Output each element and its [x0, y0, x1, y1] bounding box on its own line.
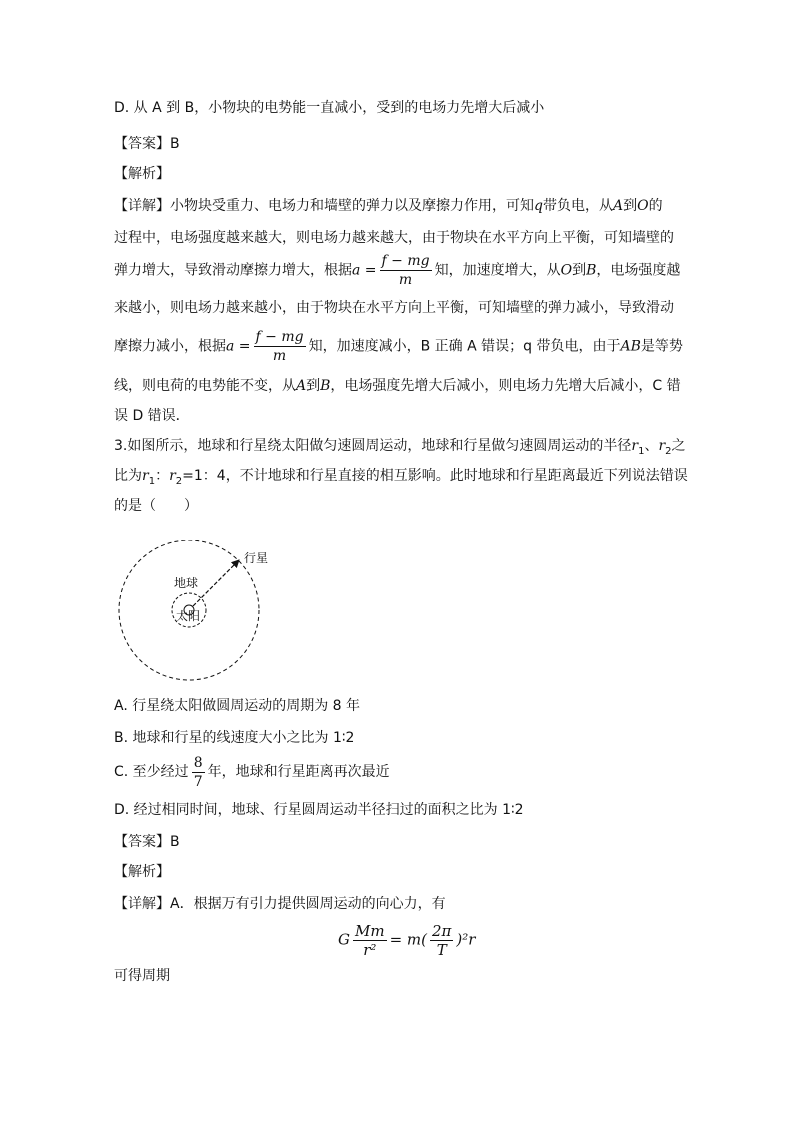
formula-fraction-2 [430, 922, 453, 959]
sun-label: 太阳 [176, 609, 201, 623]
text-run: 线，则电荷的电势能不变，从 [114, 378, 296, 394]
option-a: A. 行星绕太阳做圆周运动的周期为 8 年 [114, 698, 361, 714]
var-r: r [142, 468, 149, 484]
var-AB: AB [620, 338, 641, 355]
q3-stem-line-2 [114, 466, 688, 492]
answer-line-2 [114, 832, 180, 852]
planet-label: 行星 [244, 551, 269, 565]
fraction-numerator: f − mg [381, 253, 430, 269]
var-B: B [586, 262, 597, 279]
answer-line-1 [114, 134, 180, 154]
var-O: O [560, 262, 573, 279]
option-d-previous: D. 从 A 到 B，小物块的电势能一直减小，受到的电场力先增大后减小 [114, 100, 545, 116]
fraction-numerator: 8 [193, 754, 203, 771]
formula-tail: )²r [456, 930, 476, 949]
orbit-diagram [114, 540, 284, 690]
text-run: 到 [623, 198, 638, 214]
fraction-denominator: m [272, 348, 287, 364]
var-r: r [658, 438, 666, 454]
earth-label: 地球 [174, 576, 199, 590]
var-A: A [612, 198, 624, 214]
analysis-label-2: 【解析】 [114, 864, 170, 880]
text-run: 知，加速度增大，从 [434, 262, 561, 279]
var-r: r [631, 438, 639, 454]
option-d: D. 经过相同时间，地球、行星圆周运动半径扫过的面积之比为 1∶2 [114, 802, 524, 818]
text-run: 弹力增大，导致滑动摩擦力增大，根据 [114, 262, 352, 279]
accel-fraction [380, 252, 432, 289]
formula-eq: = m( [389, 930, 427, 949]
text-run: A．根据万有引力提供圆周运动的向心力，有 [170, 896, 446, 912]
text-run: ： [155, 468, 170, 484]
fraction-denominator: 7 [193, 773, 203, 790]
text-run: ，电场强度越 [596, 262, 681, 279]
text-run: 3.如图所示，地球和行星绕太阳做匀速圆周运动，地球和行星做匀速圆周运动的半径 [114, 438, 632, 454]
analysis-label-1: 【解析】 [114, 166, 170, 182]
fraction-numerator: 2π [432, 922, 452, 940]
subscript: 1 [638, 445, 645, 457]
q3-stem-line-3: 的是（ ） [114, 498, 198, 514]
fraction-numerator: Mm [354, 922, 385, 940]
text-run: 到 [572, 262, 587, 279]
radius-arrow [193, 561, 238, 606]
detail-label: 【详解】 [114, 896, 170, 912]
text-run: 知，加速度减小，B 正确 A 错误；q 带负电，由于 [308, 338, 621, 355]
q2-detail-line-5 [114, 328, 683, 365]
accel-fraction [254, 328, 306, 365]
gravity-formula [338, 922, 475, 959]
text-run: 到 [306, 378, 321, 394]
text-run: 的 [648, 198, 663, 214]
text-run: 比为 [114, 468, 142, 484]
option-c-fraction [192, 754, 205, 791]
q2-detail-line-7: 误 D 错误． [114, 408, 190, 424]
fraction-denominator: m [398, 272, 413, 288]
fraction-denominator: r² [363, 941, 377, 959]
text-run: 是等势 [640, 338, 683, 355]
detail-label: 【详解】 [114, 198, 170, 214]
text-run: C. 至少经过 [114, 764, 189, 780]
text-run: 年，地球和行星距离再次最近 [207, 764, 390, 780]
q3-stem-line-1 [114, 436, 686, 462]
subscript: 1 [148, 475, 156, 487]
text-run: =1：4，不计地球和行星直接的相互影响。此时地球和行星距离最近下列说法错误 [182, 468, 688, 484]
var-O: O [637, 198, 649, 214]
text-run: 摩擦力减小，根据 [114, 338, 226, 355]
answer-label: 【答案】 [114, 136, 170, 152]
formula-fraction-1 [353, 922, 387, 959]
accel-lhs: a = [352, 262, 377, 279]
option-b: B. 地球和行星的线速度大小之比为 1∶2 [114, 730, 355, 746]
text-run: 、 [644, 438, 659, 454]
subscript: 2 [175, 475, 183, 487]
period-text: 可得周期 [114, 968, 170, 984]
answer-value: B [170, 136, 180, 152]
q2-detail-line-1 [114, 196, 663, 216]
formula-G: G [338, 930, 350, 949]
q2-detail-line-3 [114, 252, 680, 289]
var-B: B [320, 378, 331, 394]
q3-detail-line-1 [114, 894, 446, 914]
q2-detail-line-6 [114, 376, 681, 396]
subscript: 2 [665, 445, 672, 457]
text-run: ，电场强度先增大后减小，则电场力先增大后减小，C 错 [330, 378, 681, 394]
text-run: 之 [671, 438, 686, 454]
fraction-numerator: f − mg [255, 329, 304, 345]
accel-lhs: a = [226, 338, 251, 355]
var-q: q [534, 198, 543, 214]
var-r: r [169, 468, 176, 484]
fraction-denominator: T [436, 941, 447, 959]
text-run: 小物块受重力、电场力和墙壁的弹力以及摩擦力作用，可知 [170, 198, 534, 214]
text-run: 带负电，从 [542, 198, 613, 214]
q2-detail-line-4: 来越小，则电场力越来越小，由于物块在水平方向上平衡，可知墙壁的弹力减小，导致滑动 [114, 300, 674, 316]
option-c [114, 752, 390, 792]
q2-detail-line-2: 过程中，电场强度越来越大，则电场力越来越大，由于物块在水平方向上平衡，可知墙壁的 [114, 230, 674, 246]
answer-label: 【答案】 [114, 834, 170, 850]
var-A: A [296, 378, 307, 394]
answer-value: B [170, 834, 180, 850]
